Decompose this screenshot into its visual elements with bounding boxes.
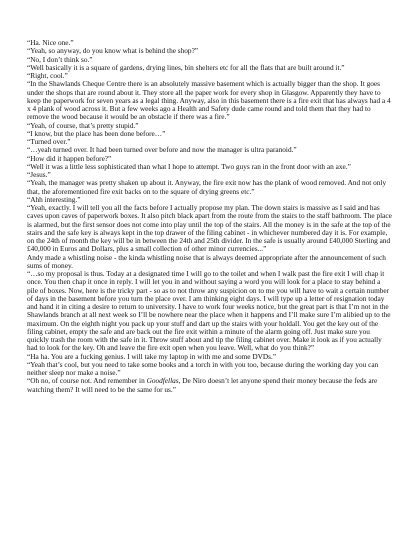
paragraph: “How did it happen before?” (27, 153, 112, 163)
paragraph: “Oh no, of course not. And remember in Goodfellas, De Niro doesn’t let anyone spend their money because the feds are watching them? It will need to be the same for us.” (27, 376, 378, 394)
paragraph: “Yeah, exactly. I will tell you all the facts before I actually propose my plan. The down stairs is massive as I said and has caves upon caves of paperwork boxes. It also pitch black apart from the route from the stairs to the staff bathroom. The place is alarmed, but the first sensor does not come into play until the top of the stairs. All the money is in the safe at the top of the stairs and the safe key is always kept in the top drawer of the filing cabinet - in whichever numbered day it is. For example, on the 24th of month the key will be in between the 24th and 25th divider. In the safe is usually around £40,000 Sterling and £40,000 in Euros and Dollars, plus a small collection of other minor currencies...” (27, 203, 392, 254)
paragraph: Andy made a whistling noise - the kinda whistling noise that is always deemed appropriate after the announcement of such sums of money. (27, 252, 386, 270)
paragraph: “Jesus.” (27, 170, 51, 179)
paragraph: “Well it was a little less sophisticated than what I hope to attempt. Two guys ran in the front door with an axe.” (27, 161, 351, 171)
paragraph: “Ha. Nice one.” (27, 38, 74, 47)
paragraph: “…so my proposal is thus. Today at a designated time I will go to the toilet and when I walk past the fire exit I will chap it once. You then chap it once in reply. I will let you in and without saying a word you will look for a place to stay behind a pile of boxes. Now, here is the tricky part - so as to not throw any suspicion on to me you will have to wait a certain number of days in the basement before you turn the place over. I am thinking eight days. I will type up a letter of resignation today and hand it in citing a desire to return to university. I have to work four weeks notice, but the great part is that I’m not in the Shawlands branch at all next week so I’ll be nowhere near the place when it happens and I’ll make sure I’m alibied up to the maximum. On the eighth night you pack up your stuff and dart up the stairs with your holdall. You get the key out of the filing cabinet, empty the safe and are back out the fire exit within a minute of the alarm going off. Just make sure you quickly trash the room with the safe in it. Throw stuff about and tip the filing cabinet over. Make it look as if you actually had to look for the key. Oh and leave the fire exit open when you leave. Well, what do you think?” (27, 269, 391, 353)
paragraph: “Yeah, of course, that’s pretty stupid.” (27, 120, 139, 130)
paragraph: “…yeah turned over. It had been turned over before and now the manager is ultra paranoid.” (27, 145, 297, 155)
paragraph: “No, I don’t think so.” (27, 54, 93, 64)
paragraph: “I know, but the place has been done before…” (27, 128, 166, 138)
paragraph: “Right, cool.” (27, 71, 68, 80)
paragraph: “In the Shawlands Cheque Centre there is an absolutely massive basement which is actually bigger than the shop. It goes under the shops that are round about it. They store all the paper work for every shop in Glasgow. Apparently they have to keep the paperwork for seven years as a legal thing. Anyway, also in this basement there is a fire exit that has always had a 4 x 4 plank of wood across it. But a few weeks ago a Health and Safety dude came round and told them that they had to remove the wood because it would be an obstacle if there was a fire.” (27, 79, 391, 122)
document-page (27, 39, 393, 394)
paragraph: “Ha ha. You are a fucking genius. I will take my laptop in with me and some DVDs.” (27, 351, 277, 361)
paragraph: “Turned over.” (27, 137, 71, 146)
paragraph: “Yeah that’s cool, but you need to take some books and a torch in with you too, because during the working day you can neither sleep nor make a noise.” (27, 359, 379, 377)
film-title: Goodfellas (146, 376, 179, 386)
paragraph: “Yeah, the manager was pretty shaken up about it. Anyway, the fire exit now has the plank of wood removed. And not only that, the aforementioned fire exit backs on to the square of drying greens etc.” (27, 178, 387, 196)
paragraph: “Well basically it is a square of gardens, drying lines, bin shelters etc for all the flats that are built around it.” (27, 62, 345, 72)
paragraph: “Yeah, so anyway, do you know what is behind the shop?” (27, 46, 199, 56)
paragraph: “Ahh interesting.” (27, 194, 81, 204)
